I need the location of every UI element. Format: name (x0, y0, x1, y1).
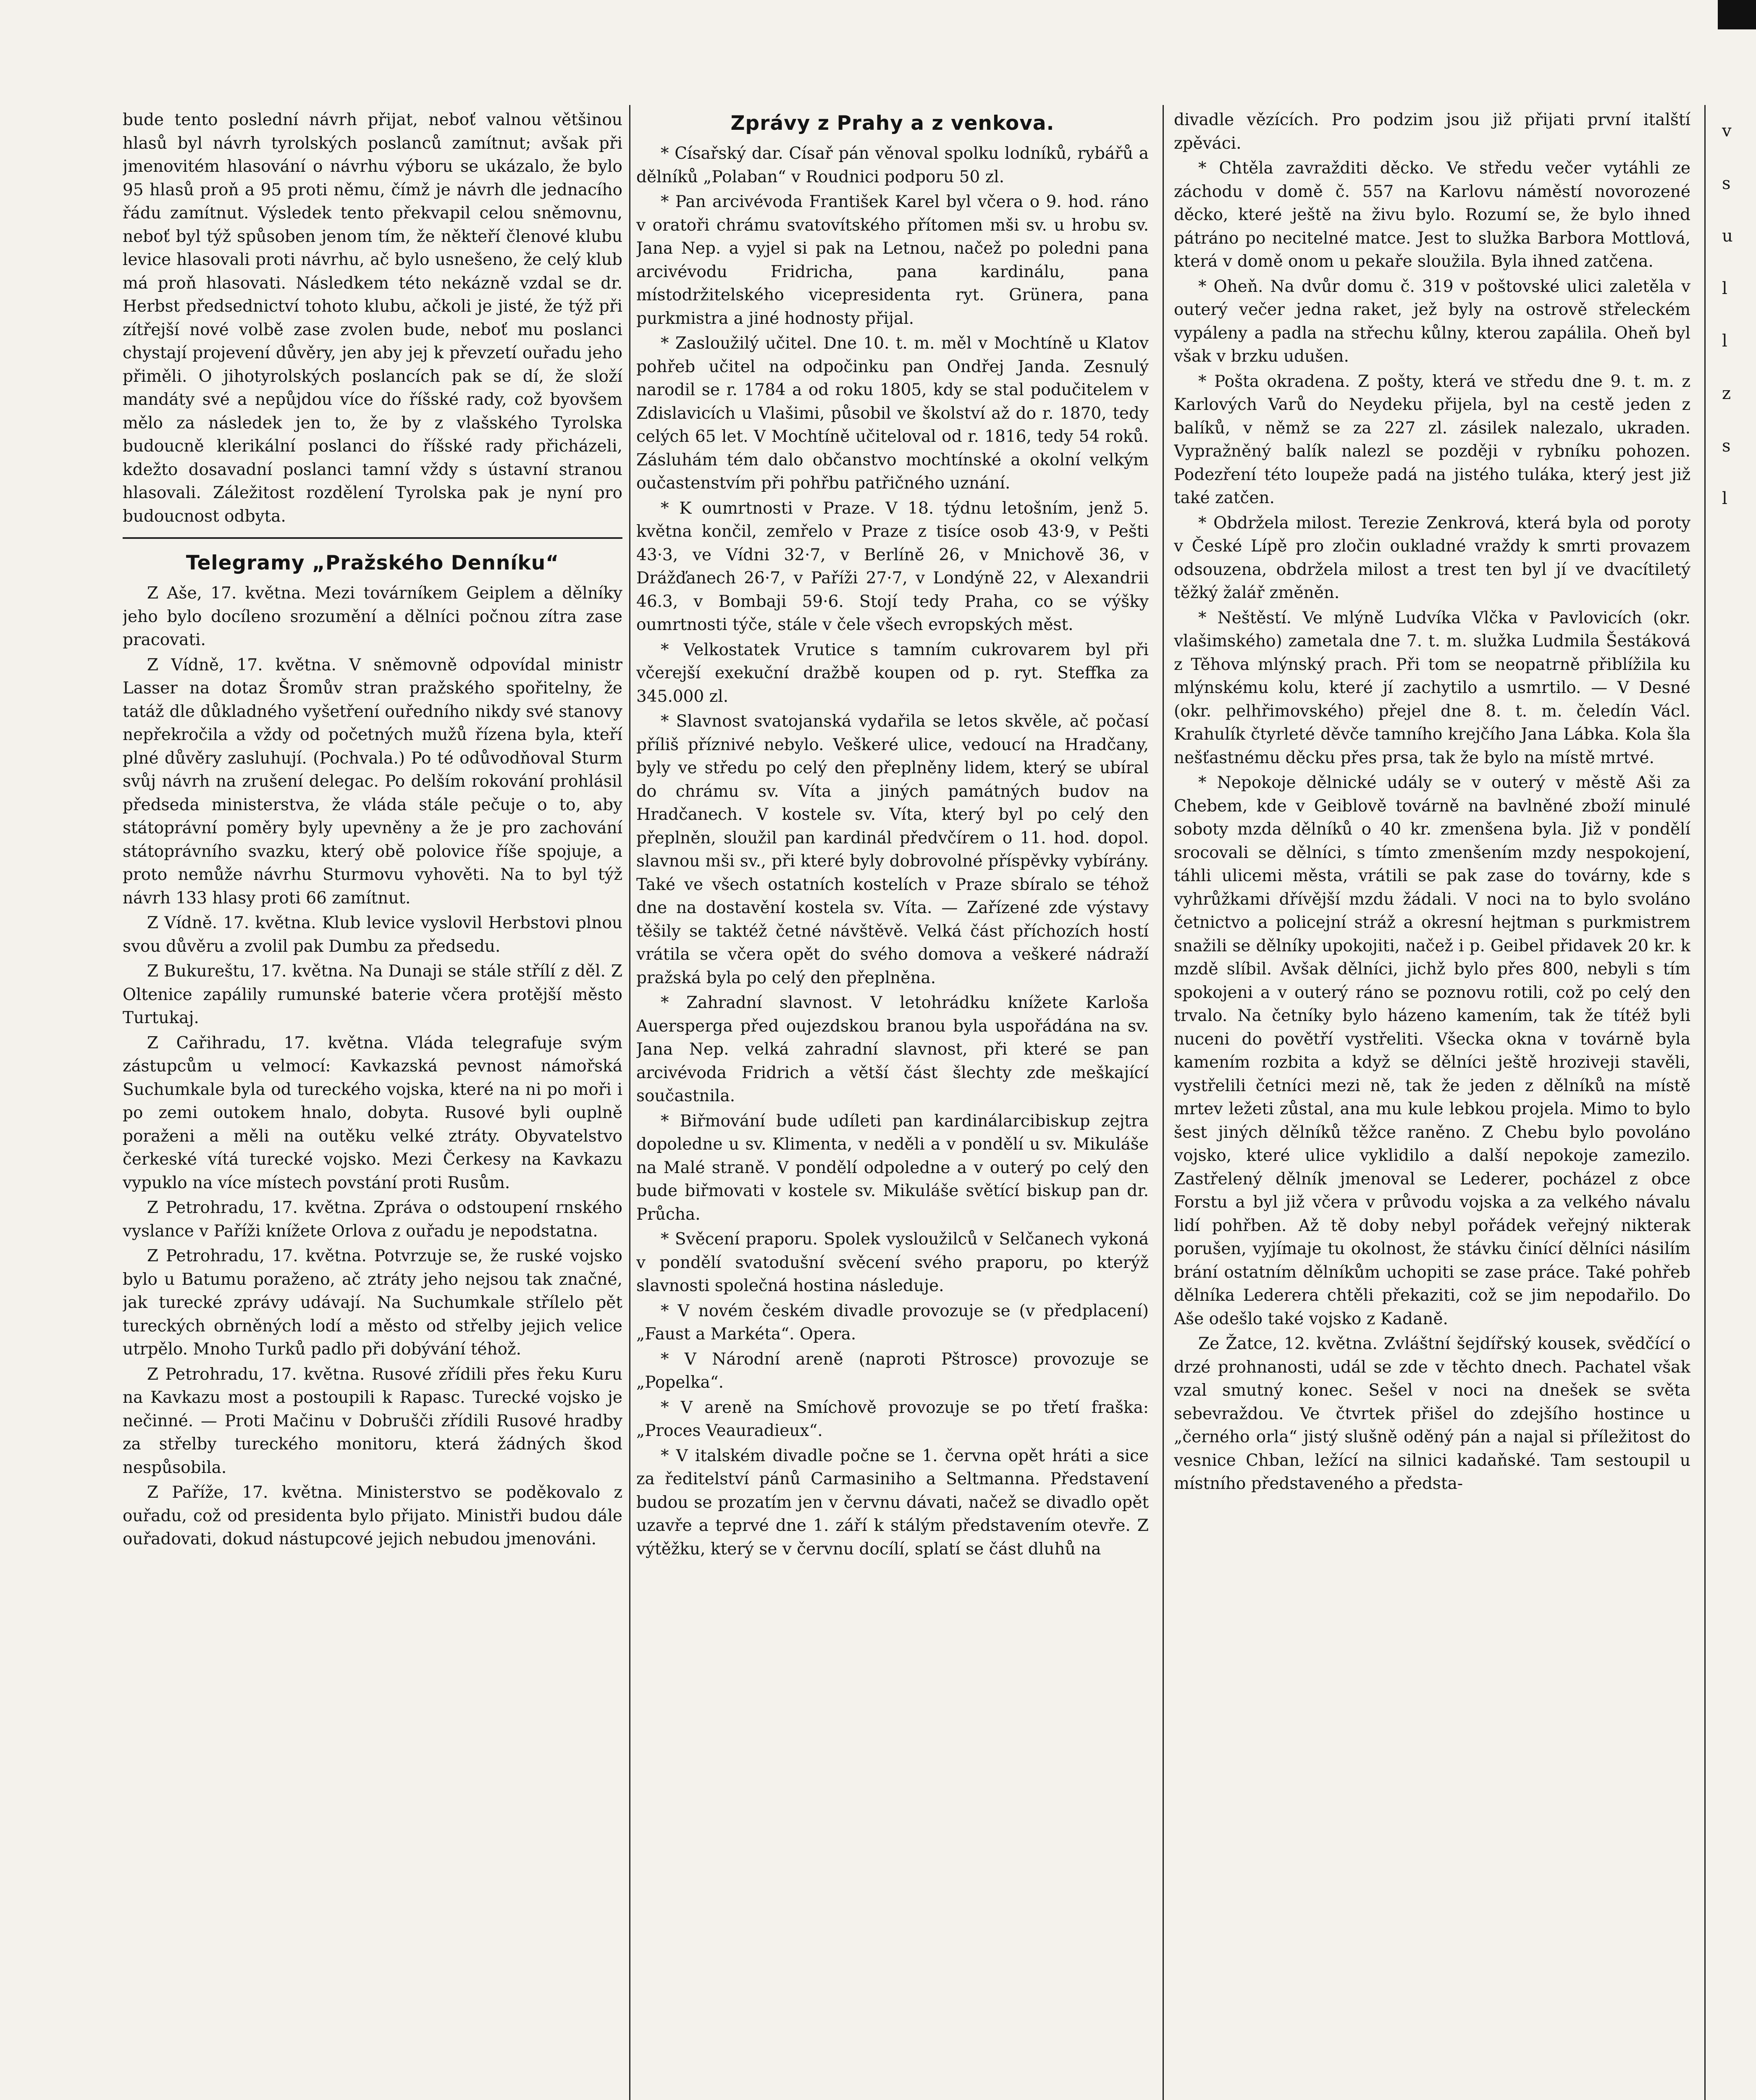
edge-letter: l (1722, 489, 1727, 508)
news-item: divadle vězících. Pro podzim jsou již přijati první italští zpěváci. (1174, 110, 1690, 153)
telegram: Z Cařihradu, 17. května. Vláda telegrafuje svým zástupcům u velmocí: Kavkazská pevnost námořská Suchumkale byla od tureckého vojska, které na ni po moři i po zemi outokem hnalo, dobyta. Rusové byli ouplně poraženi a měli na outěku velké ztráty. Obyvatelstvo čerkeské vítá turecké vojsko. Mezi Čerkesy na Kavkazu vypuklo na více místech povstání proti Rusům. (123, 1033, 622, 1192)
edge-letter: l (1722, 331, 1727, 351)
column-rule (629, 105, 630, 2100)
article-text: bude tento poslední návrh přijat, neboť valnou většinou hlasů byl návrh tyrolských poslanců zamítnut; avšak při jmenovitém hlasování o návrhu výboru se ukázalo, že bylo 95 hlasů proň a 95 proti němu, čímž je návrh dle jednacího řádu zamítnut. Výsledek tento překvapil celou sněmovnu, neboť byl týž spůsoben jenom tím, že někteří členové klubu levice hlasovali proti návrhu, ač bylo usnešeno, že celý klub má proň hlasovati. Následkem této nekázně vzdal se dr. Herbst předsednictví tohoto klubu, ačkoli je jisté, že týž při zítřejší nové volbě zase zvolen bude, neboť mu poslanci chystají projevení důvěry, jen aby jej k převzetí ouřadu jeho přiměli. O jihotyrolských poslancích pak se dí, že složí mandáty své a nepůjdou více do říšské rady, což byovšem mělo za následek jen to, že by z vlašského Tyrolska budoucně klerikální poslanci do říšské rady přicházeli, kdežto dosavadní poslanci tamní vždy s ústavní stranou hlasovali. Záležitost rozdělení Tyrolska pak je nyní pro budoucnost odbyta. (123, 110, 622, 526)
news-item: * Nepokoje dělnické udály se v outerý v městě Aši za Chebem, kde v Geiblově továrně na bavlněné zboží minulé soboty mzda dělníků o 40 kr. zmenšena byla. Již v pondělí srocovali se dělníci, s tímto zmenšením mzdy nespokojení, táhli ulicemi města, vrátili se pak zase do továrny, kde s vyhrůžkami dřívější mzdu žádali. V noci na to bylo svoláno četnictvo a policejní stráž a okresní hejtman s purkmistrem snažili se dělníky upokojiti, načež i p. Geibel přidavek 20 kr. k mzdě slíbil. Avšak dělníci, jichž bylo přes 800, nebyli s tím spokojeni a v outerý ráno se poznovu rotili, což po celý den trvalo. Na četníky bylo házeno kamením, tak že títéž byli nuceni do povětří vystřeliti. Všecka okna v továrně byla kamením rozbita a když se dělníci ještě hroziveji stavěli, vystřelili četníci mezi ně, tak že jeden z dělníků na místě mrtev ležeti zůstal, ana mu kule lebkou projela. Mimo to bylo šest jiných dělníků těžce raněno. Z Chebu bylo povoláno vojsko, které ulice vyklidilo a další nepokoje zamezilo. Zastřelený dělník jmenoval se Lederer, pocházel z obce Forstu a byl již včera v průvodu vojska a za velkého návalu lidí pohřben. Až tě doby nebyl pořádek veřejný nikterak porušen, vyjímaje tu okolnost, že stávku činící dělníci násilím brání ostatním dělníkům uchopiti se zase práce. Také pohřeb dělníka Lederera chtěli překaziti, což se jim nepodařilo. Do Aše odešlo také vojsko z Kadaně. (1174, 773, 1690, 1328)
news-item: * Obdržela milost. Terezie Zenkrová, která byla od poroty v České Lípě pro zločin oukladné vraždy k smrti provazem odsouzena, obdržela milost a trest ten byl jí ve dvacítiletý těžký žalář změněn. (1174, 513, 1690, 602)
edge-letter: v (1722, 121, 1732, 141)
column-2 (636, 108, 1149, 1562)
news-item: * Svěcení praporu. Spolek vysloužilců v Selčanech vykoná v pondělí svatodušní svěcení svého praporu, po kterýž slavnosti společná hostina následuje. (636, 1230, 1149, 1295)
column-3 (1174, 108, 1690, 1497)
news-item: * Neštěstí. Ve mlýně Ludvíka Vlčka v Pavlovicích (okr. vlašimského) zametala dne 7. t. m. služka Ludmila Šestáková z Těhova mlýnský prach. Při tom se neopatrně přiblížila ku mlýnskému kolu, které jí zachytilo a usmrtilo. — V Desné (okr. pelhřimovského) přejel dne 8. t. m. čeledín Václ. Krahulík čtyrleté děvče tamního krejčího Jana Lábka. Kola šla nešťastnému děcku přes prsa, tak že bylo na místě mrtvé. (1174, 608, 1690, 767)
news-item: * Zasloužilý učitel. Dne 10. t. m. měl v Mochtíně u Klatov pohřeb učitel na odpočinku pan Ondřej Janda. Zesnulý narodil se r. 1784 a od roku 1805, kdy se stal podučitelem v Zdislavicích u Vlašimi, působil ve školství až do r. 1870, tedy celých 65 let. V Mochtíně učiteloval od r. 1816, tedy 54 roků. Zásluhám tém dalo občanstvo mochtínské a okolní velkým oučastenstvím při pohřbu patřičného uznání. (636, 334, 1149, 493)
divider (123, 537, 622, 539)
news-item: * Pan arcivévoda František Karel byl včera o 9. hod. ráno v oratoři chrámu svatovítského přítomen mši sv. u hrobu sv. Jana Nep. a vyjel si pak na Letnou, načež po poledni pana arcivévodu Fridricha, pana kardinálu, pana místodržitelského vicepresidenta ryt. Grünera, pana purkmistra a jiné hodnosty přijal. (636, 192, 1149, 328)
news-item: * Pošta okradena. Z pošty, která ve středu dne 9. t. m. z Karlových Varů do Neydeku přijela, byl na cestě jeden z balíků, v němž se za 227 zl. zásilek nalezalo, ukraden. Vypražněný balík nalezl se později v rybníku pohozen. Podezření této loupeže padá na jistého tuláka, který jest již také zatčen. (1174, 372, 1690, 507)
telegram: Z Vídně. 17. května. Klub levice vyslovil Herbstovi plnou svou důvěru a zvolil pak Dumbu za předsedu. (123, 914, 622, 956)
telegram: Z Petrohradu, 17. května. Potvrzuje se, že ruské vojsko bylo u Batumu poraženo, ač ztráty jeho nejsou tak značné, jak turecké zprávy udávají. Na Suchumkale střílelo pět tureckých obrněných lodí a město od střelby jejich velice utrpělo. Mnoho Turků padlo při dobývání téhož. (123, 1247, 622, 1359)
edge-letter: z (1722, 384, 1731, 403)
column-rule (1704, 105, 1706, 2100)
news-item: * Biřmování bude udíleti pan kardinálarcibiskup zejtra dopoledne u sv. Klimenta, v neděli a v pondělí u sv. Mikuláše na Malé straně. V pondělí odpoledne a v outerý po celý den bude biřmovati v kostele sv. Mikuláše světící biskup pan dr. Průcha. (636, 1111, 1149, 1224)
news-item: * Zahradní slavnost. V letohrádku knížete Karloša Auersperga před oujezdskou branou byla uspořádána na sv. Jana Nep. velká zahradní slavnost, při které se pan arcivévoda Fridrich a větší část šlechty zde meškající součastnila. (636, 993, 1149, 1105)
column-rule (1163, 105, 1164, 2100)
telegram: Z Vídně, 17. května. V sněmovně odpovídal ministr Lasser na dotaz Šromův stran pražského spořitelny, že tatáž dle důkladného vyšetření ouředního nikdy své stanovy nepřekročila a vždy od početných mužů řízena byla, kteří plné důvěry zasluhují. (Pochvala.) Po té odůvodňoval Sturm svůj návrh na zrušení delegac. Po delším rokování prohlásil předseda ministerstva, že vláda stále pečuje o to, aby státoprávní poměry byly upevněny a že je pro zachování státoprávního svazku, který obě polovice říše spojuje, a proto nemůže návrhu Sturmovu vyhověti. Na to byl týž návrh 133 hlasy proti 66 zamítnut. (123, 655, 622, 908)
column-1 (123, 108, 622, 1553)
news-item: * V italském divadle počne se 1. června opět hráti a sice za ředitelství pánů Carmasiniho a Seltmanna. Představení budou se prozatím jen v červnu dávati, načež se divadlo opět uzavře a teprvé dne 1. září k stálým představením otevře. Z výtěžku, který se v červnu docílí, splatí se část dluhů na (636, 1446, 1149, 1559)
telegram: Z Petrohradu, 17. května. Zpráva o odstoupení rnského vyslance v Paříži knížete Orlova z ouřadu je nepodstatna. (123, 1198, 622, 1241)
news-item: * Chtěla zavražditi děcko. Ve středu večer vytáhli ze záchodu v domě č. 557 na Karlovu náměstí novorozené děcko, které ještě na živu bylo. Rozumí se, že bylo ihned pátráno po necitelné matce. Jest to služka Barbora Mottlová, která v domě onom u pekaře sloužila. Byla ihned zatčena. (1174, 159, 1690, 271)
news-item: * K oumrtnosti v Praze. V 18. týdnu letošním, jenž 5. května končil, zemřelo v Praze z tisíce osob 43·9, v Pešti 43·3, ve Vídni 32·7, v Berlíně 26, v Mnichově 36, v Drážďanech 26·7, v Paříži 27·7, v Londýně 22, v Alexandrii 46.3, v Bombaji 59·6. Stojí tedy Praha, co se výšky oumrtnosti týče, stále v čele všech evropských měst. (636, 499, 1149, 634)
news-item: * V Národní areně (naproti Pštrosce) provozuje se „Popelka“. (636, 1349, 1149, 1392)
news-item: Ze Žatce, 12. května. Zvláštní šejdířský kousek, svědčící o drzé prohnanosti, udál se zde v těchto dnech. Pachatel však vzal smutný konec. Sešel v noci na dnešek se světa sebevraždou. Ve čtvrtek přišel do zdejšího hostince u „černého orla“ jistý slušně oděný pán a najal si příležitost do vesnice Chban, ležící na silnici kadaňské. Tam sestoupil u místního představeného a předsta- (1174, 1334, 1690, 1493)
section-heading-news: Zprávy z Prahy a z venkova. (730, 112, 1055, 135)
news-item: * V novém českém divadle provozuje se (v předplacení) „Faust a Markéta“. Opera. (636, 1301, 1149, 1344)
edge-letter: u (1722, 226, 1733, 246)
news-item: * Velkostatek Vrutice s tamním cukrovarem byl při včerejší exekuční dražbě koupen od p. ryt. Steffka za 345.000 zl. (636, 640, 1149, 706)
news-item: * V areně na Smíchově provozuje se po třetí fraška: „Proces Veauradieux“. (636, 1398, 1149, 1440)
telegram: Z Bukureštu, 17. května. Na Dunaji se stále střílí z děl. Z Oltenice zapálily rumunské baterie včera protější město Turtukaj. (123, 962, 622, 1027)
telegram: Z Paříže, 17. května. Ministerstvo se poděkovalo z ouřadu, což od presidenta bylo přijato. Ministři budou dále ouřadovati, dokud nástupcové jejich nebudou jmenováni. (123, 1483, 622, 1549)
section-heading-telegrams: Telegramy „Pražského Denníku“ (186, 551, 559, 575)
edge-letter: s (1722, 436, 1731, 456)
edge-letter: s (1722, 174, 1731, 193)
telegram: Z Petrohradu, 17. května. Rusové zřídili přes řeku Kuru na Kavkazu most a postoupili k Rapasc. Turecké vojsko je nečinné. — Proti Mačinu v Dobrušči zřídili Rusové hradby za střelby tureckého monitoru, která žádných škod nespůsobila. (123, 1365, 622, 1477)
news-item: * Oheň. Na dvůr domu č. 319 v poštovské ulici zaletěla v outerý večer jedna raket, jež byly na ostrově střeleckém vypáleny a padla na střechu kůlny, kterou zapálila. Oheň byl však v brzku udušen. (1174, 277, 1690, 366)
scan-edge-mark (1718, 0, 1756, 29)
telegram: Z Aše, 17. května. Mezi továrníkem Geiplem a dělníky jeho bylo docíleno srozumění a dělníci počnou zítra zase pracovati. (123, 584, 622, 649)
news-item: * Císařský dar. Císař pán věnoval spolku lodníků, rybářů a dělníků „Polaban“ v Roudnici podporu 50 zl. (636, 144, 1149, 186)
clipped-next-column (1722, 105, 1747, 525)
news-item: * Slavnost svatojanská vydařila se letos skvěle, ač počasí příliš příznivé nebylo. Veškeré ulice, vedoucí na Hradčany, byly ve středu po celý den přeplněny lidem, který se ubíral do chrámu sv. Víta a jiných památných budov na Hradčanech. V kostele sv. Víta, který byl po celý den přeplněn, sloužil pan kardinál předvčírem o 11. hod. dopol. slavnou mši sv., při které byly dobrovolné příspěvky vybírány. Také ve všech ostatních kostelích v Praze sbíralo se téhož dne na dostavění kostela sv. Víta. — Zařízené zde výstavy těšily se taktéž četné návštěvě. Velká část příchozích hostí vrátila se včera opět do svého domova a veškeré nádraží pražská byla po celý den přeplněna. (636, 712, 1149, 987)
edge-letter: l (1722, 279, 1727, 298)
